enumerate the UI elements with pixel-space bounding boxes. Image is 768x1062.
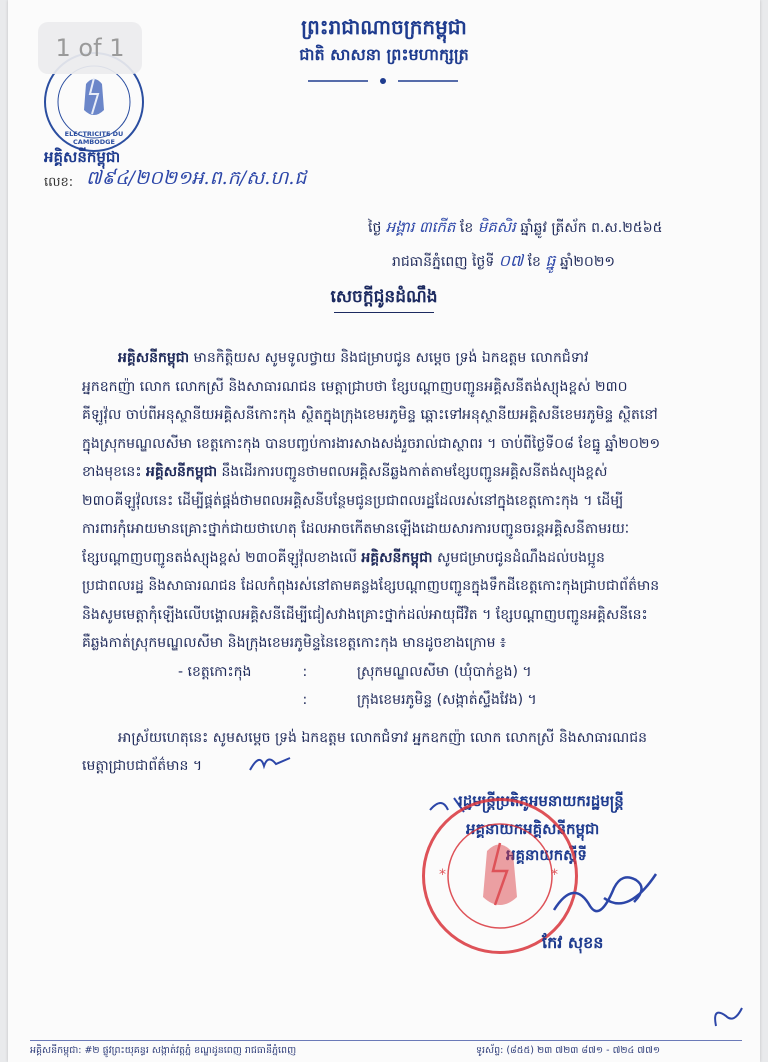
emphasis-org-name: អគ្គិសនីកម្ពុជា [118,350,190,366]
footer-phone: ទូរស័ព្ទ: (៨៥៥) ២៣ ៧២៣ ៨៧១ - ៧២៤ ៧៧១ [476,1045,661,1056]
org-name: អគ្គិសនីកម្ពុជា [44,148,121,166]
signatory-title-1: រដ្ឋមន្ត្រីប្រតិភូអមនាយករដ្ឋមន្ត្រី [458,792,624,810]
svg-text:*: * [551,867,558,883]
body-line: គឺឆ្លងកាត់ស្រុកមណ្ឌលសីមា និងក្រុងខេមរភូមិន្ទនៃខេត្តកោះកុង មានដូចខាងក្រោម ៖ [82,635,507,651]
body-line: គីឡូវ៉ុល ចាប់ពីអនុស្ថានីយអគ្គិសនីកោះកុង ស្ថិតក្នុងក្រុងខេមរភូមិន្ទ ឆ្ពោះទៅអនុស្ថានីយអគ្គិសនីខេមរភូមិន្ទ ស្ថិតនៅ [82,407,658,423]
kingdom-heading: ព្រះរាជាណាចក្រកម្ពុជា [301,15,467,39]
notice-body [82,344,702,658]
handwritten-signature [544,858,664,932]
title-underline [334,312,434,313]
emphasis-org-name: អគ្គិសនីកម្ពុជា [145,464,218,480]
motto-heading: ជាតិ សាសនា ព្រះមហាក្សត្រ [299,45,469,64]
list-item: : ក្រុងខេមរភូមិន្ទ (សង្កាត់ស្ទឹងវែង) ។ [302,692,537,708]
closing-line-1: អាស្រ័យហេតុនេះ សូមសម្តេច ទ្រង់ ឯកឧត្តម លោកជំទាវ អ្នកឧកញ៉ា លោក លោកស្រី និងសាធារណជន [118,730,648,746]
body-line: ខ្សែបណ្តាញបញ្ជូនតង់ស្យុងខ្ពស់ ២៣០គីឡូវ៉ុលខាងលើ អគ្គិសនីកម្ពុជា សូមជម្រាបជូនដំណឹងដល់បងប្អូន [82,549,605,566]
signatory-title-3: អគ្គនាយកស្តីទី [506,846,587,864]
motto-ornament [298,70,468,78]
body-line: ២៣០គីឡូវ៉ុលនេះ ដើម្បីផ្គត់ផ្គង់ថាមពលអគ្គិសនីបន្ថែមជូនប្រជាពលរដ្ឋដែលរស់នៅក្នុងខេត្តកោះកុង ។ ដើម្បី [82,492,624,509]
page-counter-overlay: 1 of 1 [38,22,142,74]
body-line: ប្រជាពលរដ្ឋ និងសាធារណជន ដែលកំពុងរស់នៅតាមគន្លងខ្សែបណ្តាញបញ្ជូនក្នុងទឹកដីខេត្តកោះកុងជ្រាបជាព័ត៌មាន [82,578,660,594]
body-line: ក្នុងស្រុកមណ្ឌលសីមា ខេត្តកោះកុង បានបញ្ចប់ការងារសាងសង់រួចរាល់ជាស្ថាពរ ។ ចាប់ពីថ្ងៃទី០៨ ខែធ្នូ ឆ្នាំ២០២១ [82,435,661,452]
lunar-date-line: ថ្ងៃ អង្គារ ៣កើត ខែ មិគសិរ ឆ្នាំឆ្លូវ ត្រីស័ក ព.ស.២៥៦៥ [368,218,663,236]
document-page [8,0,760,1062]
footer-address: អគ្គិសនីកម្ពុជា: #២ ផ្លូវព្រះយុគន្ធរ សង្កាត់វត្តភ្នំ ខណ្ឌដូនពេញ រាជធានីភ្នំពេញ [30,1045,297,1056]
company-seal-logo: ELECTRICITE DU CAMBODGE [44,52,144,152]
body-line: និងសូមមេត្តាកុំឡើងលើបង្គោលអគ្គិសនីដើម្បីជៀសវាងគ្រោះថ្នាក់ដល់អាយុជីវិត ។ ខ្សែបណ្តាញបញ្ជូនអគ្គិសនីនេះ [82,606,648,623]
signatory-name: កែវ សុខន [542,933,604,952]
gregorian-date-line: រាជធានីភ្នំពេញ ថ្ងៃទី ០៧ ខែ ធ្នូ ឆ្នាំ២០២១ [392,251,616,270]
ref-label: លេខ: [44,175,74,190]
body-line: អគ្គិសនីកម្ពុជា មានកិត្តិយស សូមទូលថ្វាយ និងជម្រាបជូន សម្តេច ទ្រង់ ឯកឧត្តម លោកជំទាវ [118,350,589,366]
body-line: ការពារកុំអោយមានគ្រោះថ្នាក់ជាយថាហេតុ ដែលអាចកើតមានឡើងដោយសារការបញ្ជូនចរន្តអគ្គិសនីតាមរយៈ [82,521,630,537]
notice-title: សេចក្ដីជូនដំណឹង [330,287,438,307]
initial-mark [246,750,296,780]
ref-number-handwritten: ៧៩៤/២០២១អ.ព.ក/ស.ហ.ជ [86,167,307,189]
initial-scribble [708,996,748,1040]
closing-line-2: មេត្តាជ្រាបជាព័ត៌មាន ។ [82,758,203,774]
svg-text:*: * [439,867,446,883]
footer-divider [30,1040,742,1041]
signatory-title-2: អគ្គនាយកអគ្គិសនីកម្ពុជា [466,820,600,838]
body-line: អ្នកឧកញ៉ា លោក លោកស្រី និងសាធារណជន មេត្តាជ្រាបថា ខ្សែបណ្តាញបញ្ជូនអគ្គិសនីតង់ស្យុងខ្ពស់ ២៣០ [82,378,628,395]
list-item: - ខេត្តកោះកុង : ស្រុកមណ្ឌលសីមា (ឃុំបាក់ខ្លង) ។ [178,664,532,680]
body-line: ខាងមុខនេះ អគ្គិសនីកម្ពុជា នឹងដើរការបញ្ជូនថាមពលអគ្គិសនីឆ្លងកាត់តាមខ្សែបញ្ជូនអគ្គិសនីតង់ស្យុងខ្ពស់ [82,464,608,480]
emphasis-org-name: អគ្គិសនីកម្ពុជា [361,549,433,566]
